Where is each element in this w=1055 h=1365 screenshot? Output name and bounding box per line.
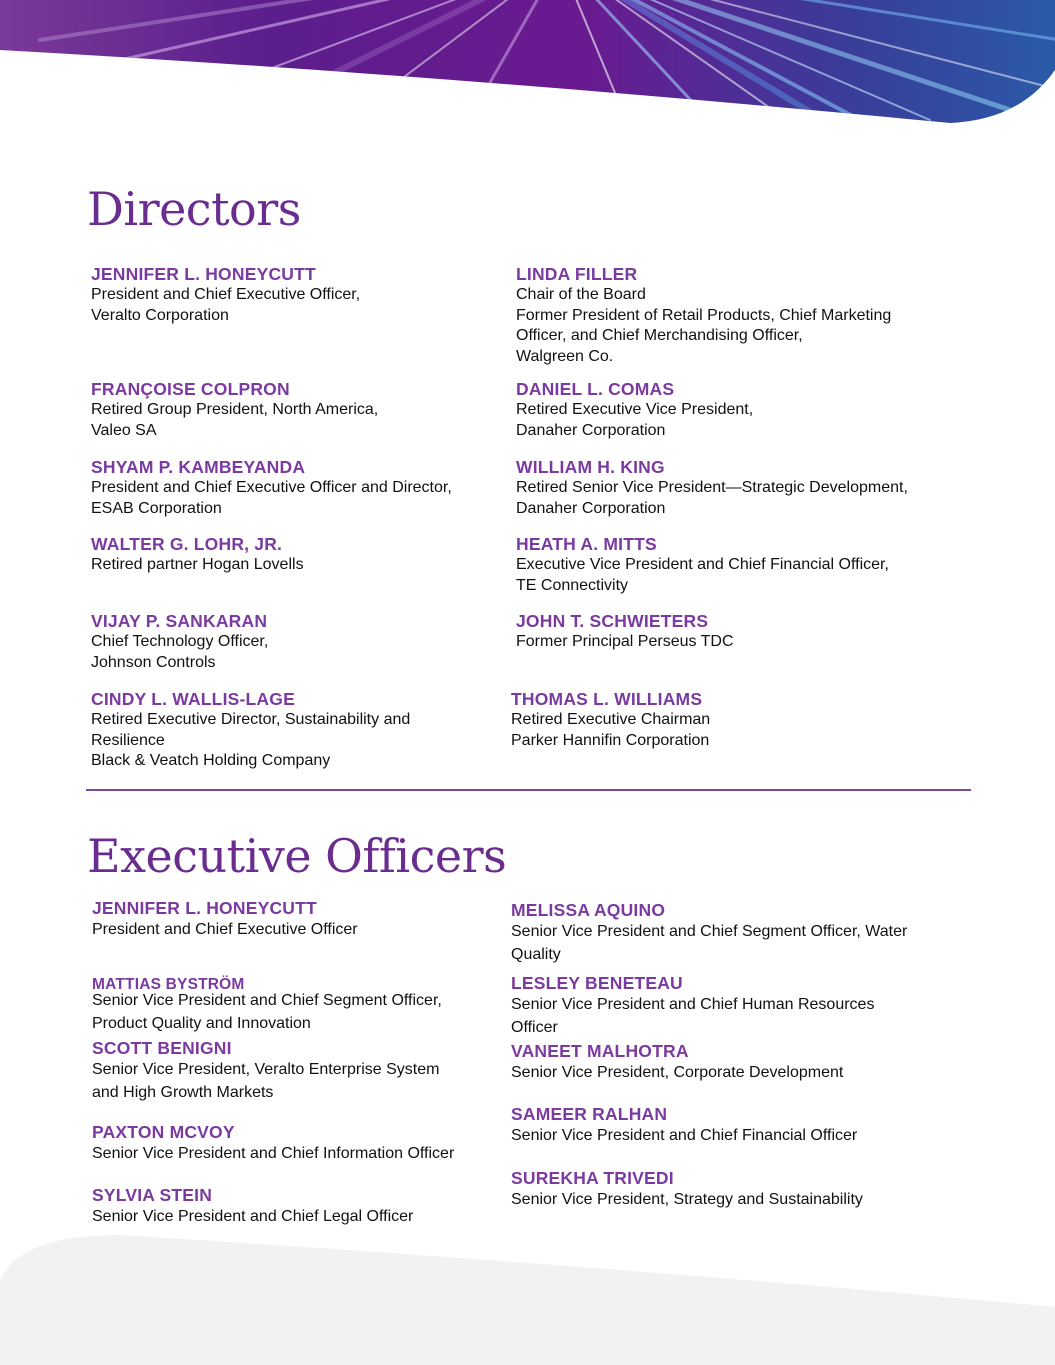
header-banner [0,0,1055,130]
director-entry [91,456,452,519]
director-name: WALTER G. LOHR, JR. [91,534,283,554]
officer-title-line: Product Quality and Innovation [92,1014,311,1032]
director-title-line: Retired Group President, North America, [91,401,379,418]
officer-title-line: Senior Vice President, Corporate Development [511,1064,844,1081]
director-title-line: Walgreen Co. [516,347,614,365]
officer-title-line: Senior Vice President and Chief Legal Officer [92,1208,414,1225]
director-title-line: Johnson Controls [91,653,216,671]
director-name: JENNIFER L. HONEYCUTT [91,264,316,284]
officer-name: LESLEY BENETEAU [511,973,683,993]
officer-title-line: Senior Vice President and Chief Segment Officer, [92,992,442,1009]
director-title-line: Parker Hannifin Corporation [511,731,710,749]
director-name: WILLIAM H. KING [516,457,665,477]
director-title-line: Retired Executive Vice President, [516,401,754,418]
director-entry [91,688,410,772]
officer-title-line: Senior Vice President and Chief Segment Officer, Water [511,923,908,940]
director-entry [91,378,378,441]
officer-entry [92,1037,439,1104]
director-title-line: Veralto Corporation [91,306,229,324]
director-name: THOMAS L. WILLIAMS [511,689,703,709]
director-title-line: Former Principal Perseus TDC [516,633,734,650]
director-entry [91,533,304,576]
director-entry [516,263,891,367]
director-title-line: Former President of Retail Products, Chief Marketing [516,306,892,324]
director-title-line: President and Chief Executive Officer, [91,286,361,303]
officer-entry [511,1103,857,1148]
director-entry [516,456,908,519]
director-title-line: Chair of the Board [516,286,646,303]
director-name: JOHN T. SCHWIETERS [516,611,709,631]
director-title-line: Retired Executive Chairman [511,711,711,728]
officer-title-line: and High Growth Markets [92,1083,274,1101]
director-title-line: ESAB Corporation [91,499,222,517]
directors-title: Directors [87,182,301,236]
officer-name: JENNIFER L. HONEYCUTT [92,898,317,918]
director-name: VIJAY P. SANKARAN [91,611,268,631]
officer-name: SUREKHA TRIVEDI [511,1168,674,1188]
director-name: FRANÇOISE COLPRON [91,379,290,399]
director-title-line: Valeo SA [91,421,157,439]
director-title-line: Retired Executive Director, Sustainability and [91,711,411,728]
officer-entry [92,1121,454,1166]
director-title-line: TE Connectivity [516,576,629,594]
officer-entry [92,975,442,1035]
officer-title-line: Senior Vice President and Chief Information Officer [92,1145,455,1162]
footer-shape [0,1225,1055,1365]
director-title-line: Chief Technology Officer, [91,633,269,650]
officer-name: SCOTT BENIGNI [92,1038,232,1058]
section-divider [86,789,971,791]
officer-title-line: Senior Vice President and Chief Financial Officer [511,1127,858,1144]
director-name: DANIEL L. COMAS [516,379,675,399]
executive-officers-title: Executive Officers [87,829,507,883]
officer-name: SAMEER RALHAN [511,1104,668,1124]
officer-name: SYLVIA STEIN [92,1185,213,1205]
officer-title-line: Senior Vice President, Strategy and Sustainability [511,1191,863,1208]
officer-name: VANEET MALHOTRA [511,1041,689,1061]
director-name: SHYAM P. KAMBEYANDA [91,457,306,477]
director-title-line: Black & Veatch Holding Company [91,752,331,769]
director-name: LINDA FILLER [516,264,638,284]
officer-entry [511,1040,843,1085]
director-title-line: Resilience [91,731,165,749]
director-title-line: Danaher Corporation [516,499,666,517]
director-entry [511,688,710,751]
officer-entry [511,899,907,966]
officer-entry [511,972,874,1039]
officer-title-line: Officer [511,1018,558,1036]
officer-entry [92,897,358,942]
officer-title-line: Senior Vice President and Chief Human Resources [511,996,875,1013]
officer-entry [92,1184,413,1229]
director-title-line: Executive Vice President and Chief Financial Officer, [516,556,889,573]
officer-name: MELISSA AQUINO [511,900,666,920]
officer-title-line: Quality [511,945,561,963]
officer-name: PAXTON MCVOY [92,1122,235,1142]
director-title-line: Retired partner Hogan Lovells [91,556,304,573]
director-title-line: Officer, and Chief Merchandising Officer, [516,327,803,344]
director-entry [91,610,268,673]
director-entry [91,263,360,326]
officer-entry [511,1167,863,1212]
officer-title-line: President and Chief Executive Officer [92,921,358,938]
director-title-line: Retired Senior Vice President—Strategic Development, [516,479,908,496]
officer-name: MATTIAS BYSTRÖM [92,976,245,993]
director-title-line: President and Chief Executive Officer and Director, [91,479,452,496]
director-title-line: Danaher Corporation [516,421,666,439]
director-entry [516,610,734,653]
director-entry [516,533,889,596]
officer-title-line: Senior Vice President, Veralto Enterprise System [92,1061,440,1078]
director-name: CINDY L. WALLIS-LAGE [91,689,295,709]
director-entry [516,378,753,441]
director-name: HEATH A. MITTS [516,534,657,554]
